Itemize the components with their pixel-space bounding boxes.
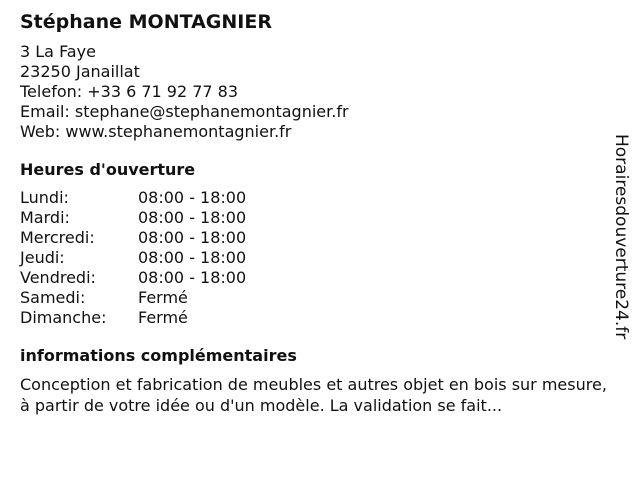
address-line-1: 3 La Faye	[20, 42, 96, 61]
additional-info-text: Conception et fabrication de meubles et autres objet en bois sur mesure, à partir de votre idée ou d'un modèle. La validation se fait...	[20, 375, 607, 415]
hours-time-tuesday: 08:00 - 18:00	[138, 208, 247, 227]
opening-hours-heading: Heures d'ouverture	[20, 160, 196, 179]
hours-day-monday: Lundi:	[20, 188, 69, 207]
hours-row-thursday	[20, 248, 610, 268]
hours-day-saturday: Samedi:	[20, 288, 86, 307]
hours-row-wednesday	[20, 228, 610, 248]
business-name: Stéphane MONTAGNIER	[20, 11, 272, 33]
email-line: Email: stephane@stephanemontagnier.fr	[20, 102, 349, 121]
hours-time-saturday: Fermé	[138, 288, 188, 307]
hours-time-sunday: Fermé	[138, 308, 188, 327]
hours-row-saturday	[20, 288, 610, 308]
hours-time-friday: 08:00 - 18:00	[138, 268, 247, 287]
address-line-2: 23250 Janaillat	[20, 62, 140, 81]
hours-day-thursday: Jeudi:	[20, 248, 65, 267]
business-card	[20, 8, 610, 416]
hours-row-friday	[20, 268, 610, 288]
phone-line: Telefon: +33 6 71 92 77 83	[20, 82, 239, 101]
hours-time-wednesday: 08:00 - 18:00	[138, 228, 247, 247]
hours-row-tuesday	[20, 208, 610, 228]
hours-day-tuesday: Mardi:	[20, 208, 70, 227]
hours-day-wednesday: Mercredi:	[20, 228, 95, 247]
hours-day-friday: Vendredi:	[20, 268, 96, 287]
opening-hours-table	[20, 188, 610, 328]
hours-time-monday: 08:00 - 18:00	[138, 188, 247, 207]
hours-day-sunday: Dimanche:	[20, 308, 107, 327]
hours-row-monday	[20, 188, 610, 208]
additional-info-heading: informations complémentaires	[20, 346, 297, 365]
hours-time-thursday: 08:00 - 18:00	[138, 248, 247, 267]
site-watermark: Horairesdouverture24.fr	[611, 134, 631, 340]
web-line: Web: www.stephanemontagnier.fr	[20, 122, 292, 141]
hours-row-sunday	[20, 308, 610, 328]
